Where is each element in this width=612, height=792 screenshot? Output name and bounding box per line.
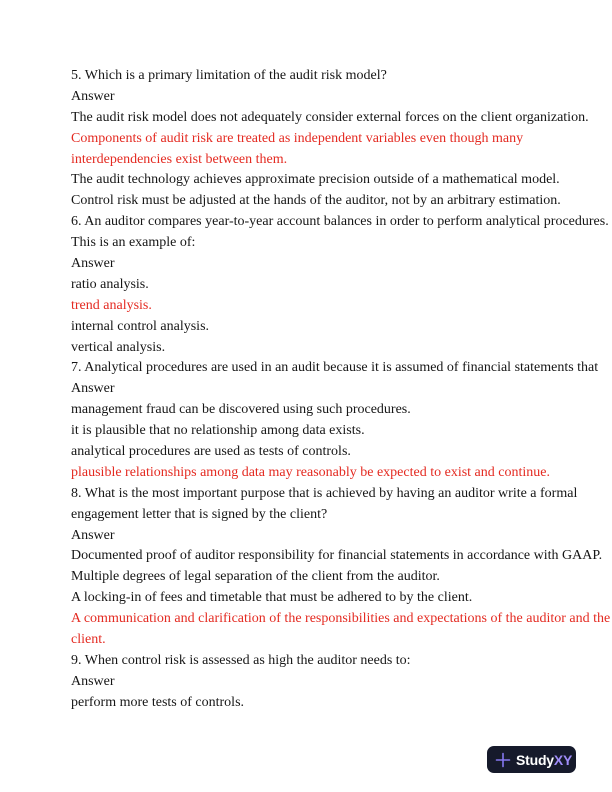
document-line: plausible relationships among data may reasonably be expected to exist and continue. bbox=[71, 464, 550, 480]
document-line: Answer bbox=[71, 88, 115, 104]
document-line: Control risk must be adjusted at the hands of the auditor, not by an arbitrary estimation. bbox=[71, 193, 561, 209]
document-line: A communication and clarification of the responsibilities and expectations of the auditor and the bbox=[71, 611, 611, 627]
document-line: perform more tests of controls. bbox=[71, 694, 245, 710]
document-line: trend analysis. bbox=[71, 297, 152, 313]
document-line: it is plausible that no relationship among data exists. bbox=[71, 423, 365, 439]
document-line: ratio analysis. bbox=[71, 276, 149, 292]
document-line: internal control analysis. bbox=[71, 318, 210, 334]
document-line: Answer bbox=[71, 673, 115, 689]
document-line: interdependencies exist between them. bbox=[71, 151, 288, 167]
logo-xy-label: XY bbox=[553, 751, 573, 768]
document-line: analytical procedures are used as tests of controls. bbox=[71, 444, 351, 460]
document-line: management fraud can be discovered using such procedures. bbox=[71, 402, 411, 418]
document-line: Answer bbox=[71, 527, 115, 543]
document-line: client. bbox=[71, 632, 106, 648]
document-line: 6. An auditor compares year-to-year account balances in order to perform analytical procedures. bbox=[71, 214, 609, 230]
document-line: 8. What is the most important purpose that is achieved by having an auditor write a formal bbox=[71, 485, 578, 501]
document-line: Components of audit risk are treated as independent variables even though many bbox=[71, 130, 524, 146]
document-line: Answer bbox=[71, 256, 115, 272]
document-line: The audit technology achieves approximate precision outside of a mathematical model. bbox=[71, 172, 560, 188]
document-line: 7. Analytical procedures are used in an audit because it is assumed of financial statements that bbox=[71, 360, 599, 376]
document-line: The audit risk model does not adequately consider external forces on the client organization. bbox=[71, 109, 589, 125]
document-line: Multiple degrees of legal separation of the client from the auditor. bbox=[71, 569, 440, 585]
logo-study-label: Study bbox=[516, 751, 554, 768]
document-line: Documented proof of auditor responsibility for financial statements in accordance with GAAP. bbox=[71, 548, 603, 564]
document-line: vertical analysis. bbox=[71, 339, 166, 355]
document-line: This is an example of: bbox=[71, 235, 196, 251]
studyxy-logo bbox=[487, 746, 576, 773]
document-line: Answer bbox=[71, 381, 115, 397]
document-lines bbox=[71, 66, 611, 714]
document-line: engagement letter that is signed by the client? bbox=[71, 506, 328, 522]
document-line: A locking-in of fees and timetable that must be adhered to by the client. bbox=[71, 590, 473, 606]
document-line: 9. When control risk is assessed as high the auditor needs to: bbox=[71, 652, 411, 668]
plus-icon bbox=[495, 752, 511, 768]
document-line: 5. Which is a primary limitation of the audit risk model? bbox=[71, 68, 387, 83]
logo-wordmark bbox=[516, 752, 572, 768]
